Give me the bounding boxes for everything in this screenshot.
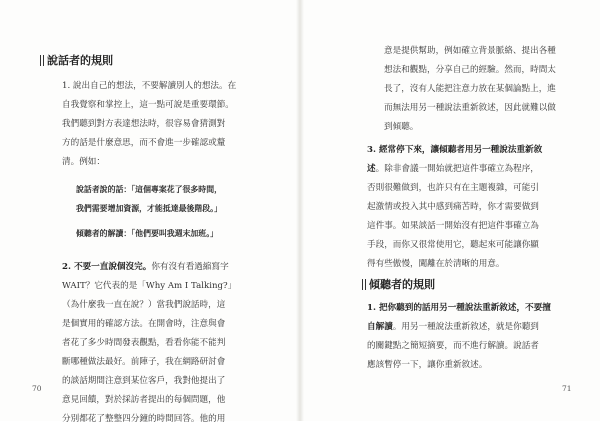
text-line: 斷哪種做法最好。前陣子，我在網路研討會 bbox=[62, 357, 226, 367]
text-line: 的談話期間注意到某位客戶，我對他提出了 bbox=[62, 376, 226, 386]
text-line: 想法和觀點，分享自己的經驗。然而，時間太 bbox=[384, 65, 556, 75]
text-line: 是個實用的確認方法。在開會時，注意與會 bbox=[62, 319, 226, 329]
page-number-left: 70 bbox=[32, 384, 42, 393]
right-page bbox=[300, 0, 600, 421]
page-number-right: 71 bbox=[562, 384, 572, 393]
text-line: 方的話是什麼意思，而不會進一步確認或釐 bbox=[62, 138, 226, 148]
section-title-listener bbox=[362, 276, 435, 292]
text-line: 這件事。如果談話一開始沒有把這件事確立為 bbox=[367, 221, 539, 231]
text-line: 長了，沒有人能把注意力放在某個論點上，進 bbox=[384, 84, 556, 94]
speaker-rule-2-continued bbox=[384, 42, 578, 137]
section-title-speaker bbox=[40, 52, 113, 68]
text-line: 述。除非會議一開始就把這件事確立為程序， bbox=[367, 164, 539, 174]
text-line: 手段，而你又很常使用它，聽起來可能讓你顯 bbox=[367, 240, 539, 250]
text-line: （為什麼我一直在說？）當我們說話時，這 bbox=[62, 300, 226, 310]
text-line: 否則很難做到，也許只有在主題複雜，可能引 bbox=[367, 183, 539, 193]
text-line: 到傾聽。 bbox=[384, 122, 419, 132]
text-line: 自我覺察和掌控上，這一點可說是重要環節。 bbox=[62, 100, 234, 110]
text-line: 清。例如： bbox=[62, 157, 105, 167]
text-line: 的關鍵點之簡短摘要，而不進行解讀。說話者 bbox=[367, 341, 539, 351]
text-line: WAIT？它代表的是「Why Am I Talking?」 bbox=[62, 281, 237, 291]
text-line: 我們需要增加資源，才能抵達最後階段。」 bbox=[76, 203, 222, 213]
speaker-rule-3 bbox=[367, 141, 579, 274]
left-page bbox=[0, 0, 300, 424]
text-line: 傾聽者的解讀：「他們要叫我週末加班。」 bbox=[76, 229, 219, 238]
section-title-text: 傾聽者的規則 bbox=[369, 278, 435, 291]
speaker-quote bbox=[76, 181, 266, 218]
book-gutter bbox=[296, 0, 304, 421]
section-mark-icon bbox=[40, 55, 44, 66]
text-line: 意是提供幫助，例如確立背景脈絡、提出各種 bbox=[384, 46, 556, 56]
text-line: 1. 把你聽到的話用另一種說法重新敘述，不要擅 bbox=[367, 303, 551, 313]
text-line: 起激情或投入其中感到痛苦時，你才需要做到 bbox=[367, 202, 539, 212]
section-title-text: 說話者的規則 bbox=[47, 54, 113, 67]
text-line: 1. 說出自己的想法，不要解讀別人的想法。在 bbox=[62, 81, 237, 91]
text-line: 分別都花了整整四分鐘的時間回答。他的用 bbox=[62, 414, 226, 424]
text-line: 意見回饋，對於採訪者提出的每個問題，他 bbox=[62, 395, 226, 405]
text-line: 2. 不要一直說個沒完。你有沒有看過縮寫字 bbox=[62, 262, 229, 272]
text-line: 自解讀。用另一種說法重新敘述，就是你聽到 bbox=[367, 322, 539, 332]
speaker-rule-1 bbox=[62, 77, 262, 172]
text-line: 而無法用另一種說法重新敘述，因此就難以做 bbox=[384, 103, 556, 113]
section-mark-icon bbox=[362, 279, 366, 290]
text-line: 者花了多少時間發表觀點，看看你能不能判 bbox=[62, 338, 226, 348]
text-line: 我們聽到對方表達想法時，很容易會猜測對 bbox=[62, 119, 226, 129]
listener-interpretation-quote bbox=[76, 225, 266, 244]
text-line: 3. 經常停下來，讓傾聽者用另一種說法重新敘 bbox=[367, 145, 543, 155]
text-line: 得有些傲慢，闖離在於清晰的用意。 bbox=[367, 259, 505, 269]
speaker-rule-2 bbox=[62, 258, 262, 429]
text-line: 說話者說的話：「這個專案花了很多時間， bbox=[76, 185, 222, 194]
listener-rule-1 bbox=[367, 299, 579, 375]
text-line: 應該暫停一下，讓你重新敘述。 bbox=[367, 360, 488, 370]
